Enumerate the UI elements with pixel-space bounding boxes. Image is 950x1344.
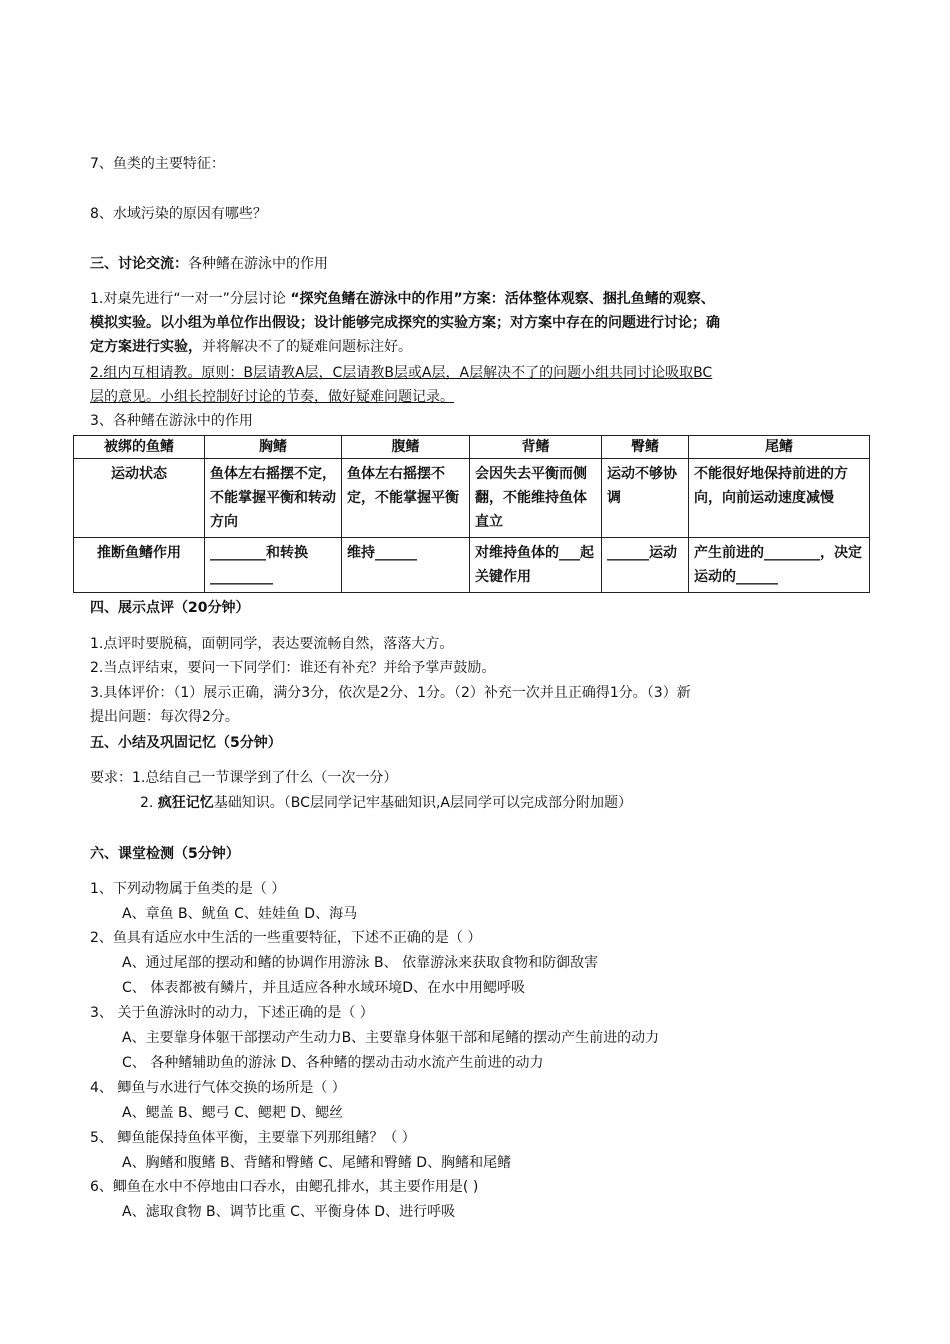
para-3-title: 3、各种鳍在游泳中的作用 — [90, 413, 253, 429]
table-header: 腹鳍 — [342, 436, 470, 459]
quiz-options: C、 各种鳍辅助鱼的游泳 D、各种鳍的摆动击动水流产生前进的动力 — [122, 1055, 544, 1071]
section-5-line: 要求：1.总结自己一节课学到了什么（一次一分） — [90, 770, 398, 786]
quiz-options: C、 体表都被有鳞片，并且适应各种水域环境D、在水中用鳃呼吸 — [122, 980, 526, 996]
question-7: 7、鱼类的主要特征： — [90, 156, 225, 172]
para-2-line-1: 2.组内互相请教。原则：B层请教A层，C层请教B层或A层，A层解决不了的问题小组共同讨论吸取BC — [90, 365, 713, 381]
section-5-num: 2. — [140, 795, 158, 811]
quiz-options: A、章鱼 B、鱿鱼 C、娃娃鱼 D、海马 — [122, 906, 358, 922]
table-cell: 鱼体左右摇摆不定，不能掌握平衡 — [342, 459, 470, 538]
section-5-memory: 疯狂记忆 — [157, 795, 214, 811]
quiz-question: 5、 鲫鱼能保持鱼体平衡，主要靠下列那组鳍？（ ） — [90, 1130, 416, 1146]
section-6-title: 六、课堂检测（5分钟） — [90, 846, 240, 862]
table-header: 被绑的鱼鳍 — [74, 436, 205, 459]
table-row-label: 推断鱼鳍作用 — [74, 538, 205, 593]
section-4-line: 3.具体评价：（1）展示正确，满分3分，依次是2分、1分。（2）补充一次并且正确得1分。（3）新 — [90, 685, 691, 701]
table-row — [74, 538, 870, 593]
table-cell: 不能很好地保持前进的方向，向前运动速度减慢 — [689, 459, 870, 538]
quiz-question: 6、鲫鱼在水中不停地由口吞水，由鳃孔排水，其主要作用是( ) — [90, 1179, 479, 1195]
table-cell: 鱼体左右摇摆不定，不能掌握平衡和转动方向 — [205, 459, 342, 538]
quiz-options: A、滤取食物 B、调节比重 C、平衡身体 D、进行呼吸 — [122, 1204, 456, 1220]
fin-function-table — [73, 435, 870, 593]
section-4-line: 1.点评时要脱稿，面朝同学，表达要流畅自然，落落大方。 — [90, 636, 454, 652]
table-cell: ________和转换_________ — [205, 538, 342, 593]
table-cell: 产生前进的________，决定运动的______ — [689, 538, 870, 593]
table-cell: 维持______ — [342, 538, 470, 593]
quiz-question: 4、 鲫鱼与水进行气体交换的场所是（ ） — [90, 1080, 346, 1096]
quiz-options: A、胸鳍和腹鳍 B、背鳍和臀鳍 C、尾鳍和臀鳍 D、胸鳍和尾鳍 — [122, 1155, 512, 1171]
para-2-line-2: 层的意见。小组长控制好讨论的节奏，做好疑难问题记录。 — [90, 389, 454, 405]
table-row-label: 运动状态 — [74, 459, 205, 538]
section-5-title: 五、小结及巩固记忆（5分钟） — [90, 735, 282, 751]
para-1-line-2: 模拟实验。以小组为单位作出假设；设计能够完成探究的实验方案；对方案中存在的问题进行讨论；确 — [90, 315, 720, 331]
question-8: 8、水域污染的原因有哪些？ — [90, 206, 267, 222]
section-4-line: 提出问题：每次得2分。 — [90, 709, 239, 725]
quiz-options: A、主要靠身体躯干部摆动产生动力B、主要靠身体躯干部和尾鳍的摆动产生前进的动力 — [122, 1030, 660, 1046]
section-3-topic: 各种鳍在游泳中的作用 — [188, 256, 328, 272]
table-header: 尾鳍 — [689, 436, 870, 459]
quiz-question: 3、 关于鱼游泳时的动力，下述正确的是（ ） — [90, 1005, 374, 1021]
table-header: 臀鳍 — [602, 436, 689, 459]
table-row — [74, 459, 870, 538]
section-5-rest: 基础知识。（BC层同学记牢基础知识,A层同学可以完成部分附加题） — [213, 795, 632, 811]
section-5-line-2 — [140, 793, 632, 813]
para-1-plan: “探究鱼鳍在游泳中的作用”方案：活体整体观察、捆扎鱼鳍的观察、 — [290, 291, 715, 307]
quiz-options: A、鳃盖 B、鳃弓 C、鳃耙 D、鳃丝 — [122, 1105, 344, 1121]
para-1-line-3 — [90, 337, 412, 357]
table-header-row — [74, 436, 870, 459]
quiz-options: A、通过尾部的摆动和鳍的协调作用游泳 B、 依靠游泳来获取食物和防御敌害 — [122, 955, 599, 971]
para-1-line-1 — [90, 289, 715, 309]
quiz-question: 2、鱼具有适应水中生活的一些重要特征，下述不正确的是（ ） — [90, 930, 482, 946]
table-cell: 会因失去平衡而侧翻，不能维持鱼体直立 — [470, 459, 602, 538]
section-4-title: 四、展示点评（20分钟） — [90, 600, 250, 616]
table-cell: ______运动 — [602, 538, 689, 593]
table-header: 背鳍 — [470, 436, 602, 459]
table-cell: 对维持鱼体的___起关键作用 — [470, 538, 602, 593]
section-4-line: 2.当点评结束，要问一下同学们：谁还有补充？并给予掌声鼓励。 — [90, 660, 496, 676]
section-3-title: 三、讨论交流： — [90, 256, 188, 272]
table-cell: 运动不够协调 — [602, 459, 689, 538]
para-1-decide: 定方案进行实验， — [90, 339, 202, 355]
quiz-question: 1、下列动物属于鱼类的是（ ） — [90, 881, 286, 897]
para-1-intro: 1.对桌先进行“一对一”分层讨论 — [90, 291, 291, 307]
para-1-mark: 并将解决不了的疑难问题标注好。 — [202, 339, 412, 355]
table-header: 胸鳍 — [205, 436, 342, 459]
section-3-heading — [90, 254, 328, 274]
